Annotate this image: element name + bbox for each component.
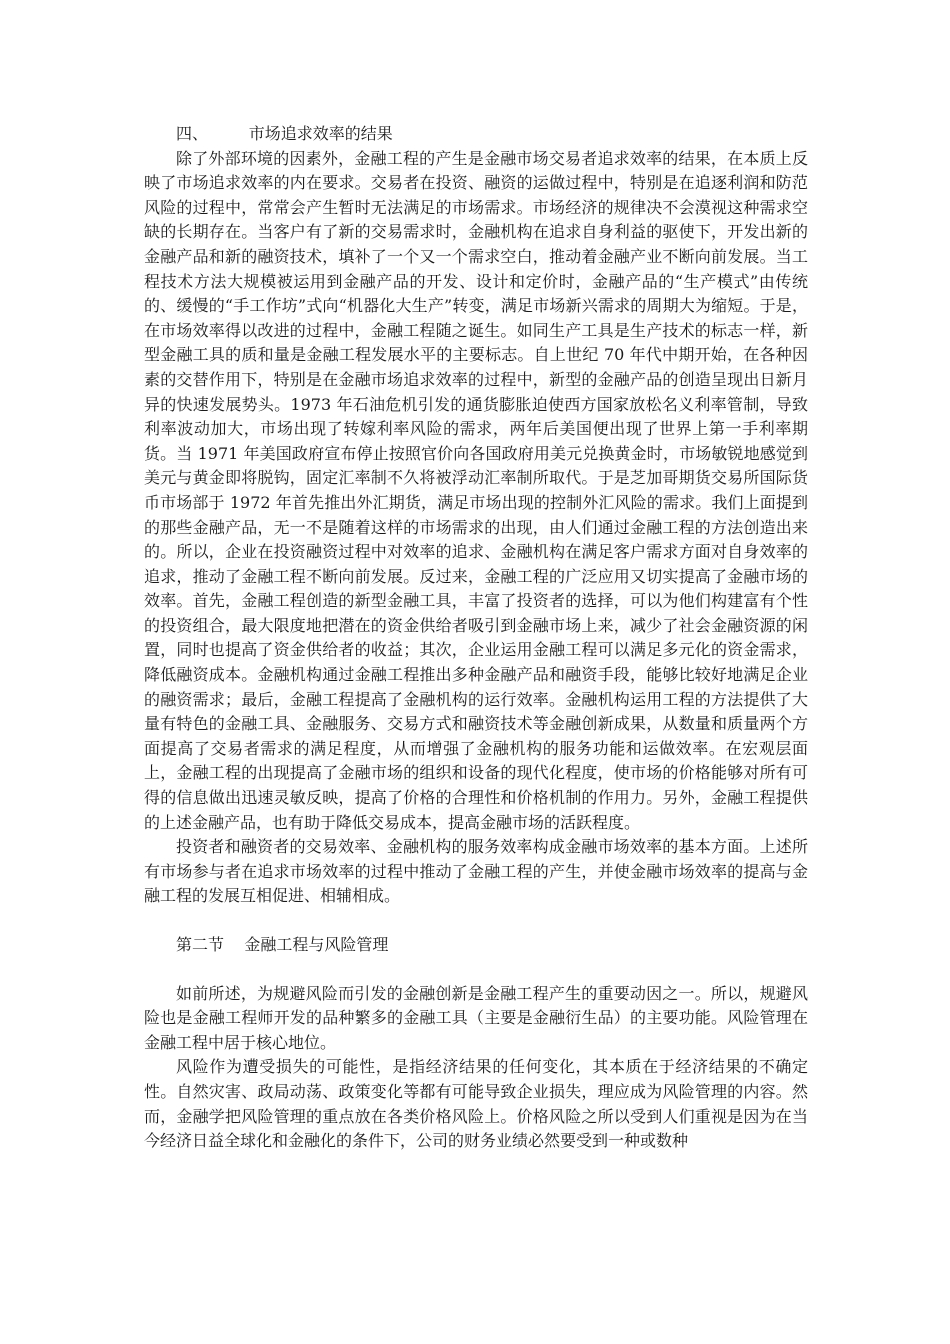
paragraph: 风险作为遭受损失的可能性，是指经济结果的任何变化，其本质在于经济结果的不确定性。自然灾害、政局动荡、政策变化等都有可能导致企业损失，理应成为风险管理的内容。然而，金融学把风险管理的重点放在各类价格风险上。价格风险之所以受到人们重视是因为在当今经济日益全球化和金融化的条件下，公司的财务业绩必然要受到一种或数种 [144,1057,808,1151]
paragraph: 除了外部环境的因素外，金融工程的产生是金融市场交易者追求效率的结果，在本质上反映了市场追求效率的内在要求。交易者在投资、融资的运做过程中，特别是在追逐利润和防范风险的过程中，常常会产生暂时无法满足的市场需求。市场经济的规律决不会漠视这种需求空缺的长期存在。当客户有了新的交易需求时，金融机构在追求自身利益的驱使下，开发出新的金融产品和新的融资技术，填补了一个又一个需求空白，推动着金融产业不断向前发展。当工程技术方法大规模被运用到金融产品的开发、设计和定价时，金融产品的“生产模式”由传统的、缓慢的“手工作坊”式向“机器化大生产”转变，满足市场新兴需求的周期大为缩短。于是，在市场效率得以改进的过程中，金融工程随之诞生。如同生产工具是生产技术的标志一样，新型金融工具的质和量是金融工程发展水平的主要标志。自上世纪 70 年代中期开始，在各种因素的交替作用下，特别是在金融市场追求效率的过程中，新型的金融产品的创造呈现出日新月异的快速发展势头。1973 年石油危机引发的通货膨胀迫使西方国家放松名义利率管制，导致利率波动加大，市场出现了转嫁利率风险的需求，两年后美国便出现了世界上第一手利率期货。当 1971 年美国政府宣布停止按照官价向各国政府用美元兑换黄金时，市场敏锐地感觉到美元与黄金即将脱钩，固定汇率制不久将被浮动汇率制所取代。于是芝加哥期货交易所国际货币市场部于 1972 年首先推出外汇期货，满足市场出现的控制外汇风险的需求。我们上面提到的那些金融产品，无一不是随着这样的市场需求的出现，由人们通过金融工程的方法创造出来的。所以，企业在投资融资过程中对效率的追求、金融机构在满足客户需求方面对自身效率的追求，推动了金融工程不断向前发展。反过来，金融工程的广泛应用又切实提高了金融市场的效率。首先，金融工程创造的新型金融工具，丰富了投资者的选择，可以为他们构建富有个性的投资组合，最大限度地把潜在的资金供给者吸引到金融市场上来，减少了社会金融资源的闲置，同时也提高了资金供给者的收益；其次，企业运用金融工程可以满足多元化的资金需求，降低融资成本。金融机构通过金融工程推出多种金融产品和融资手段，能够比较好地满足企业的融资需求；最后，金融工程提高了金融机构的运行效率。金融机构运用工程的方法提供了大量有特色的金融工具、金融服务、交易方式和融资技术等金融创新成果，从数量和质量两个方面提高了交易者需求的满足程度，从而增强了金融机构的服务功能和运做效率。在宏观层面上，金融工程的出现提高了金融市场的组织和设备的现代化程度，使市场的价格能够对所有可得的信息做出迅速灵敏反映，提高了价格的合理性和价格机制的作用力。另外，金融工程提供的上述金融产品，也有助于降低交易成本，提高金融市场的活跃程度。 [144,148,808,832]
subsection-heading: 四、 市场追求效率的结果 [176,124,393,143]
paragraph: 投资者和融资者的交易效率、金融机构的服务效率构成金融市场效率的基本方面。上述所有市场参与者在追求市场效率的过程中推动了金融工程的产生，并使金融市场效率的提高与金融工程的发展互相促进、相辅相成。 [144,837,808,906]
paragraph: 如前所述，为规避风险而引发的金融创新是金融工程产生的重要动因之一。所以，规避风险也是金融工程师开发的品种繁多的金融工具（主要是金融衍生品）的主要功能。风险管理在金融工程中居于核心地位。 [144,983,808,1052]
document-body [144,122,808,1154]
section-title: 第二节 金融工程与风险管理 [176,935,389,954]
